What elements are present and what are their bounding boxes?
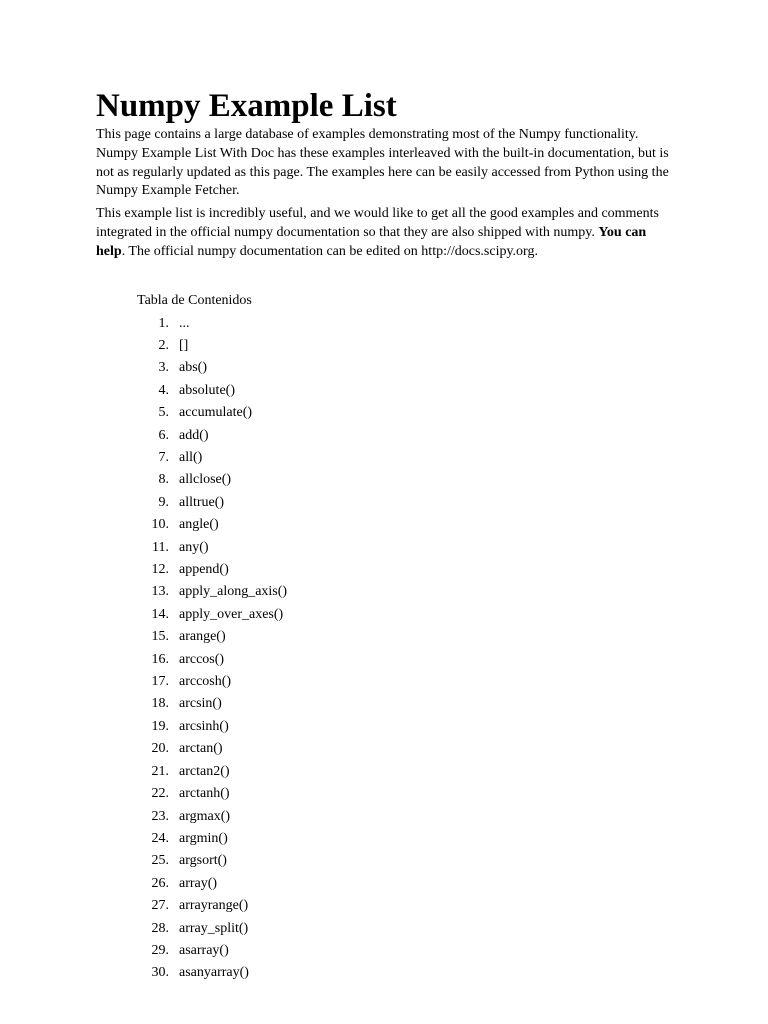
toc-item[interactable] [137, 671, 676, 693]
toc-item-link[interactable]: ... [179, 315, 190, 331]
toc-item-link[interactable]: array() [179, 875, 218, 891]
toc-item-number: 4. [158, 382, 169, 398]
toc-item-number: 24. [151, 830, 169, 846]
toc-item-number: 7. [158, 450, 169, 466]
toc-item[interactable] [137, 469, 676, 491]
toc-item-number: 28. [151, 920, 169, 936]
help-paragraph-text-before: This example list is incredibly useful, and we would like to get all the good examples and comments integrated in the official numpy documentation so that they are also shipped with numpy. [96, 206, 659, 240]
toc-title: Tabla de Contenidos [137, 292, 252, 308]
help-paragraph-text-after: . The official numpy documentation can be edited on http://docs.scipy.org. [121, 243, 538, 259]
toc-item-number: 15. [151, 629, 169, 645]
toc-item-number: 27. [151, 898, 169, 914]
toc-item[interactable] [137, 492, 676, 514]
toc-item[interactable] [137, 850, 676, 872]
toc-item-link[interactable]: arcsinh() [179, 718, 229, 734]
toc-item-link[interactable]: arctan() [179, 741, 223, 757]
toc-item-link[interactable]: apply_along_axis() [179, 584, 288, 600]
toc-item-link[interactable]: alltrue() [179, 494, 225, 510]
toc-item[interactable] [137, 940, 676, 962]
toc-item-number: 17. [151, 674, 169, 690]
toc-item-number: 29. [151, 942, 169, 958]
toc-item-number: 1. [158, 315, 169, 331]
toc-item[interactable] [137, 783, 676, 805]
toc-item-link[interactable]: arccosh() [179, 674, 232, 690]
toc-item[interactable] [137, 918, 676, 940]
toc-list [137, 313, 676, 985]
toc-item[interactable] [137, 604, 676, 626]
toc-item-link[interactable]: abs() [179, 360, 207, 376]
toc-item-number: 10. [151, 517, 169, 533]
toc-item-link[interactable]: append() [179, 562, 229, 578]
toc-item-number: 26. [151, 875, 169, 891]
toc-item-link[interactable]: asanyarray() [179, 965, 249, 981]
toc-item[interactable] [137, 895, 676, 917]
toc-item[interactable] [137, 693, 676, 715]
page-title: Numpy Example List [96, 88, 397, 124]
toc-item-number: 22. [151, 786, 169, 802]
toc-item-number: 25. [151, 853, 169, 869]
toc-item[interactable] [137, 649, 676, 671]
toc-item-link[interactable]: arcsin() [179, 696, 222, 712]
toc-item[interactable] [137, 716, 676, 738]
toc-item[interactable] [137, 537, 676, 559]
document-page [96, 86, 676, 985]
toc-item-link[interactable]: allclose() [179, 472, 232, 488]
toc-item-link[interactable]: arctanh() [179, 786, 230, 802]
toc-item[interactable] [137, 761, 676, 783]
toc-item[interactable] [137, 335, 676, 357]
toc-item-link[interactable]: argmin() [179, 830, 228, 846]
toc-item-link[interactable]: arctan2() [179, 763, 230, 779]
toc-item-number: 20. [151, 741, 169, 757]
toc-item-link[interactable]: absolute() [179, 382, 235, 398]
help-paragraph [96, 205, 676, 261]
toc-item-link[interactable]: accumulate() [179, 405, 253, 421]
toc-item-number: 30. [151, 965, 169, 981]
toc-item[interactable] [137, 626, 676, 648]
toc-item[interactable] [137, 559, 676, 581]
toc-item-number: 3. [158, 360, 169, 376]
toc-item[interactable] [137, 962, 676, 984]
toc-item-link[interactable]: [] [179, 337, 189, 353]
you-can-help-link[interactable]: You can help [96, 224, 647, 259]
toc-item[interactable] [137, 447, 676, 469]
toc-item[interactable] [137, 873, 676, 895]
toc-item-number: 16. [151, 651, 169, 667]
toc-item[interactable] [137, 313, 676, 335]
toc-item[interactable] [137, 738, 676, 760]
toc-item-link[interactable]: arange() [179, 629, 226, 645]
toc-item-link[interactable]: arrayrange() [179, 898, 249, 914]
toc-item-number: 23. [151, 808, 169, 824]
toc-item-number: 19. [151, 718, 169, 734]
toc-item[interactable] [137, 828, 676, 850]
toc-item-number: 6. [158, 427, 169, 443]
toc-item[interactable] [137, 806, 676, 828]
toc-item-number: 9. [158, 494, 169, 510]
toc-item-number: 2. [158, 337, 169, 353]
toc-item-link[interactable]: all() [179, 450, 203, 466]
toc-item-number: 11. [152, 539, 169, 555]
toc-item-link[interactable]: apply_over_axes() [179, 606, 284, 622]
toc-item-number: 18. [151, 696, 169, 712]
toc-item-link[interactable]: angle() [179, 517, 219, 533]
toc-item[interactable] [137, 514, 676, 536]
toc-item[interactable] [137, 402, 676, 424]
toc-item-link[interactable]: argmax() [179, 808, 231, 824]
toc-item-link[interactable]: any() [179, 539, 209, 555]
intro-paragraph: This page contains a large database of examples demonstrating most of the Numpy functionality. Numpy Example List With Doc has these examples interleaved with the built-in documentation, but is not as regularly updated as this page. The examples here can be easily accessed from Python using the Numpy Example Fetcher. [96, 127, 669, 199]
toc-item-number: 14. [151, 606, 169, 622]
toc-item[interactable] [137, 380, 676, 402]
toc-item-link[interactable]: add() [179, 427, 209, 443]
toc-item-link[interactable]: asarray() [179, 942, 229, 958]
table-of-contents [137, 292, 676, 985]
toc-item-number: 8. [158, 472, 169, 488]
toc-item[interactable] [137, 357, 676, 379]
toc-item-number: 5. [158, 405, 169, 421]
toc-item-link[interactable]: argsort() [179, 853, 227, 869]
toc-item[interactable] [137, 425, 676, 447]
toc-item[interactable] [137, 581, 676, 603]
toc-item-link[interactable]: array_split() [179, 920, 249, 936]
toc-item-number: 13. [151, 584, 169, 600]
toc-item-link[interactable]: arccos() [179, 651, 225, 667]
toc-item-number: 21. [151, 763, 169, 779]
toc-item-number: 12. [151, 562, 169, 578]
